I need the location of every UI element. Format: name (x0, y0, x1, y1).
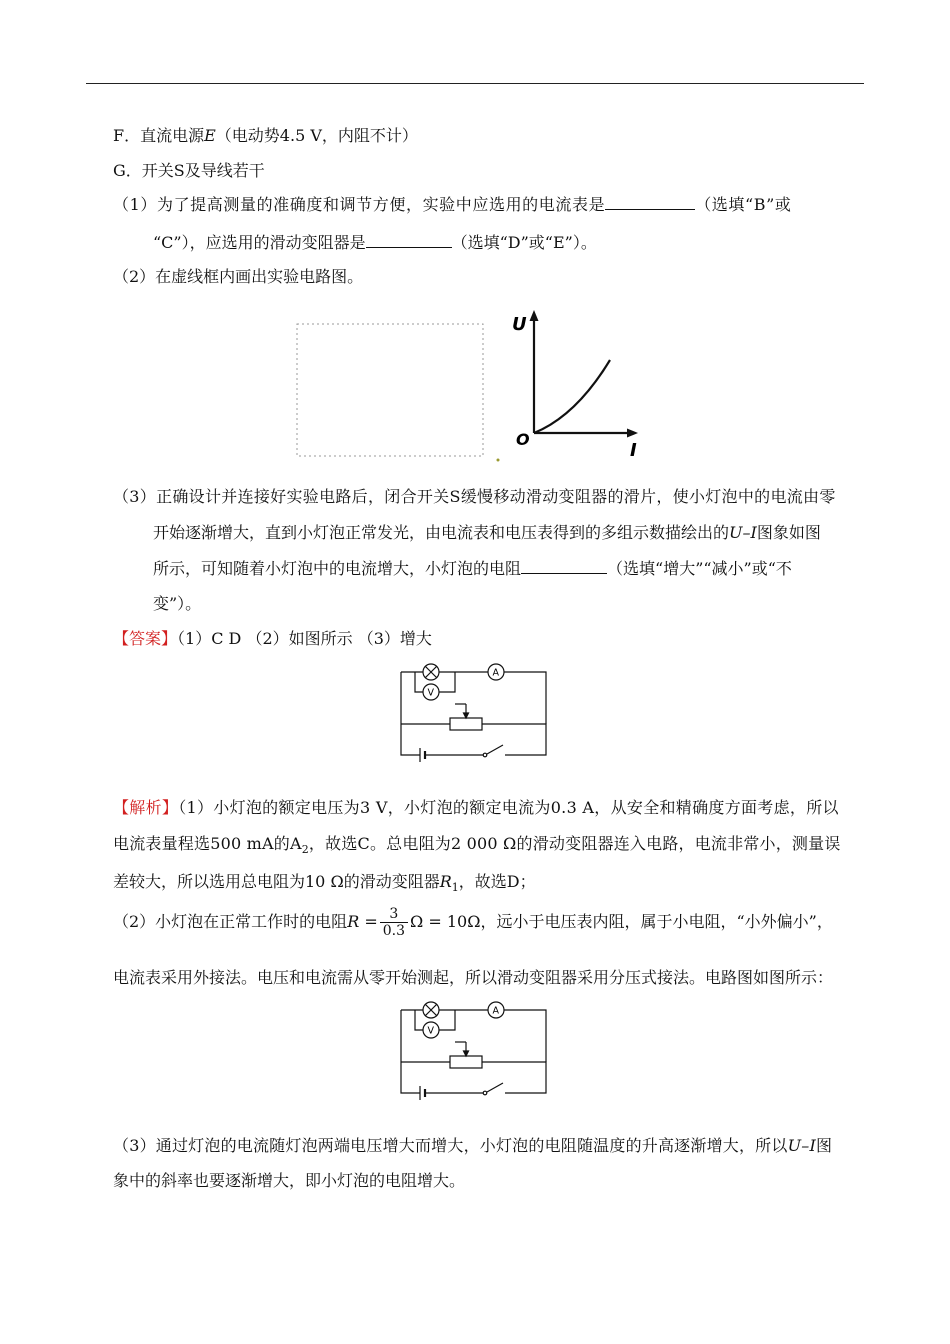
question-3-line-4: 变”）。 (153, 594, 202, 613)
ammeter-label: A (492, 1005, 499, 1017)
item-g: G．开关S及导线若干 (113, 161, 265, 180)
u-i-curve (534, 360, 610, 433)
x-axis-arrow (627, 429, 638, 438)
i-axis-label: I (630, 440, 637, 460)
question-1-line-2: “C”），应选用的滑动变阻器是 （选填“D”或“E”）。 (153, 233, 597, 252)
analysis-line-4: （2）小灯泡在正常工作时的电阻R = $\frac{3}{0.3}$ Ω = 10Ω，远小于电压表内阻，属于小电阻，“小外偏小”， (113, 906, 833, 939)
question-1-line-1: （1）为了提高测量的准确度和调节方便，实验中应选用的电流表是 （选填“B”或 (113, 195, 792, 214)
circuit-diagram-answer (395, 660, 555, 768)
header-rule (86, 83, 864, 84)
origin-label: O (516, 430, 530, 449)
question-2: （2）在虚线框内画出实验电路图。 (113, 267, 364, 286)
analysis-line-7: 象中的斜率也要逐渐增大，即小灯泡的电阻增大。 (113, 1171, 466, 1190)
analysis-tag: 【解析】 (113, 798, 179, 817)
question-3-line-3: 所示，可知随着小灯泡中的电流增大，小灯泡的电阻 （选填“增大”“减小”或“不 (153, 559, 792, 578)
answer-line: 【答案】（1）C D （2）如图所示 （3）增大 (113, 629, 432, 648)
ammeter-label: A (492, 667, 499, 679)
u-i-graph (510, 308, 650, 460)
y-axis-arrow (530, 310, 539, 321)
u-axis-label: U (512, 314, 527, 335)
voltmeter-label: V (427, 687, 434, 699)
answer-blank-rheostat[interactable] (366, 233, 452, 248)
voltmeter-label: V (427, 1025, 434, 1037)
circuit-diagram-analysis (395, 998, 555, 1106)
analysis-line-5: 电流表采用外接法。电压和电流需从零开始测起，所以滑动变阻器采用分压式接法。电路图如图所示： (113, 968, 834, 987)
analysis-line-1: 【解析】（1）小灯泡的额定电压为3 V，小灯泡的额定电流为0.3 A，从安全和精确度方面考虑，所以 (113, 798, 839, 817)
resistance-fraction: $\frac{3}{0.3}$ (380, 906, 408, 939)
answer-tag: 【答案】 (113, 629, 178, 648)
item-f: F．直流电源E（电动势4.5 V，内阻不计） (113, 126, 418, 145)
analysis-line-3: 差较大，所以选用总电阻为10 Ω的滑动变阻器$R_1$，故选D； (113, 872, 536, 895)
analysis-line-6: （3）通过灯泡的电流随灯泡两端电压增大而增大，小灯泡的电阻随温度的升高逐渐增大，所以U–I图 (113, 1136, 833, 1155)
question-3-line-2: 开始逐渐增大，直到小灯泡正常发光，由电流表和电压表得到的多组示数描绘出的U–I图象如图 (153, 523, 821, 542)
circuit-drawing-box[interactable] (290, 315, 500, 465)
analysis-line-2: 电流表量程选500 mA的$A_2$，故选C。总电阻为2 000 Ω的滑动变阻器连入电路，电流非常小，测量误 (113, 834, 841, 857)
question-3-line-1: （3）正确设计并连接好实验电路后，闭合开关S缓慢移动滑动变阻器的滑片，使小灯泡中的电流由零 (113, 487, 836, 506)
answer-blank-resistance[interactable] (521, 559, 607, 574)
answer-blank-ammeter[interactable] (605, 195, 695, 210)
